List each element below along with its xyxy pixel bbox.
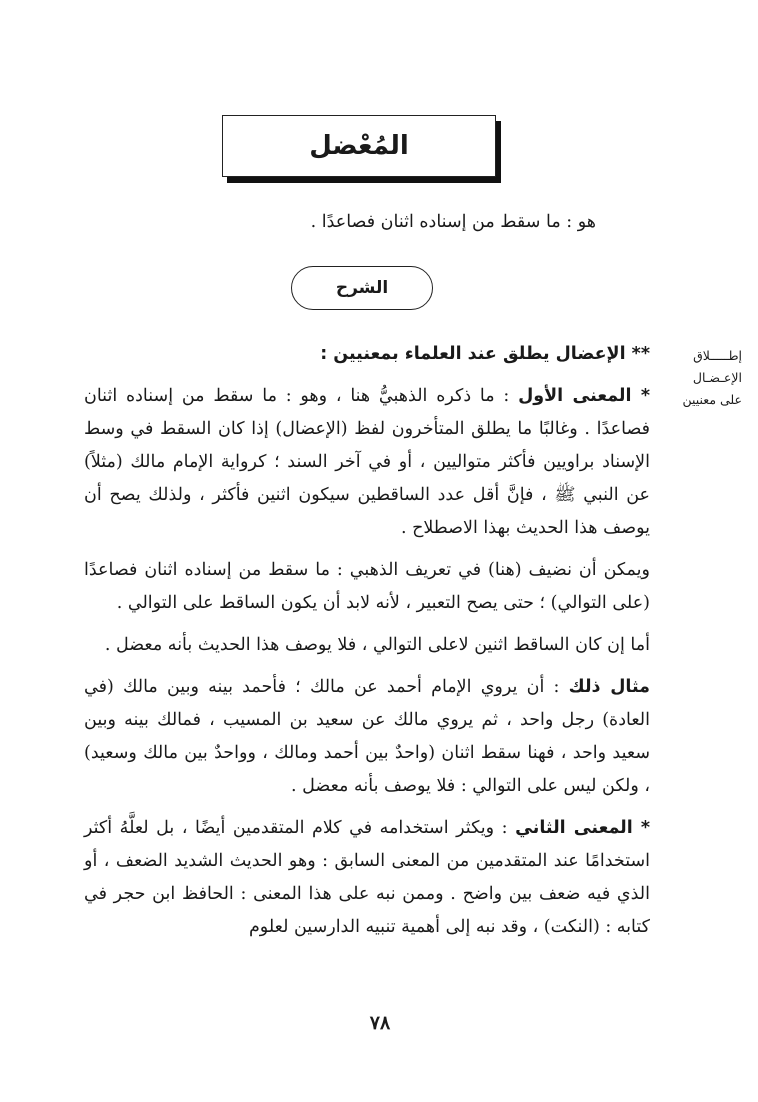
paragraph-heading: ** الإعضال يطلق عند العلماء بمعنيين : — [320, 344, 650, 364]
paragraph-text: ويمكن أن نضيف (هنا) في تعريف الذهبي : ما سقط من إسناده اثنان فصاعدًا (على التوالي) ؛ حتى يصح التعبير ، لأنه لابد أن يكون الساقط على التوالي . — [84, 560, 650, 613]
chapter-title-box — [222, 115, 496, 177]
paragraph — [84, 671, 650, 803]
paragraph-lead: مثال ذلك — [568, 677, 650, 697]
body-text — [84, 338, 650, 953]
section-label-box — [291, 266, 433, 310]
margin-note — [664, 345, 742, 411]
paragraph-text: : أن يروي الإمام أحمد عن مالك ؛ فأحمد بينه وبين مالك (في العادة) رجل واحد ، ثم يروي مالك عن سعيد بن المسيب ، فمالك بينه وبين سعيد واحد ، فهنا سقط اثنان (واحدٌ بين أحمد ومالك ، وواحدٌ بين مالك وسعيد) ، ولكن ليس على التوالي : فلا يوصف بأنه معضل . — [84, 677, 650, 796]
paragraph — [84, 380, 650, 545]
margin-note-line: الإعـضـال — [692, 370, 742, 385]
margin-note-line: على معنيين — [682, 392, 742, 407]
paragraph-text: : ويكثر استخدامه في كلام المتقدمين أيضًا ، بل لعلَّهُ أكثر استخدامًا عند المتقدمين من المعنى السابق : وهو الحديث الشديد الضعف ، أو الذي فيه ضعف بين واضح . وممن نبه على هذا المعنى : الحافظ ابن حجر في كتابه : (النكت) ، وقد نبه إلى أهمية تنبيه الدارسين لعلوم — [84, 818, 650, 937]
definition-text: هو : ما سقط من إسناده اثنان فصاعدًا . — [310, 212, 596, 232]
paragraph — [84, 338, 650, 371]
page-number: ٧٨ — [369, 1012, 391, 1034]
paragraph — [84, 554, 650, 620]
margin-note-line: إطـــــلاق — [693, 348, 742, 363]
paragraph-lead: * المعنى الثاني — [515, 818, 650, 838]
paragraph-lead: * المعنى الأول — [518, 386, 650, 406]
paragraph — [84, 629, 650, 662]
section-label: الشرح — [335, 278, 389, 298]
paragraph — [84, 812, 650, 944]
paragraph-text: أما إن كان الساقط اثنين لاعلى التوالي ، فلا يوصف هذا الحديث بأنه معضل . — [104, 635, 650, 655]
chapter-title: المُعْضل — [309, 131, 409, 161]
paragraph-text: : ما ذكره الذهبيُّ هنا ، وهو : ما سقط من إسناده اثنان فصاعدًا . وغالبًا ما يطلق المتأخرون لفظ (الإعضال) إذا كان السقط في وسط الإسناد براويين فأكثر متواليين ، أو في آخر السند ؛ كرواية الإمام مالك (مثلاً) عن النبي ﷺ ، فإنَّ أقل عدد الساقطين سيكون اثنين فأكثر ، ولذلك يصح أن يوصف هذا الحديث بهذا الاصطلاح . — [84, 386, 650, 538]
